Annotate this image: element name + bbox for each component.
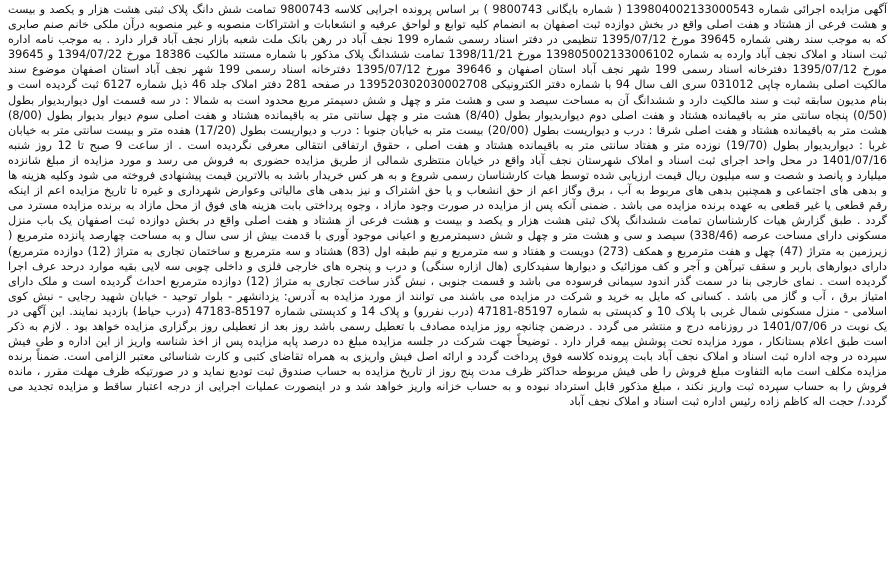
auction-notice-text: آگهی مزایده اجرائی شماره 139804002133000543 ( شماره بایگانی 9800743 ) بر اساس پرونده اجرایی کلاسه 9800743 تمامت شش دانگ پلاک ثبتی هشت هزار و یکصد و بیست و هشت فرعی از هشتاد و هفت اصلی واقع در بخش دوازده ثبت اصفهان به انضمام کلیه توابع و لواحق عرفیه و انشعابات و اشتراکات منصوبه و غیر منصوبه درآن ملکی خانم صنم صابری که به موجب سند رهنی شماره 39645 مورخ 1395/07/12 تنظیمی در دفتر اسناد رسمی شماره 199 نجف آباد در رهن بانک ملت شعبه بازار نجف آباد قرار دارد . به موجب نامه اداره ثبت اسناد و املاک نجف آباد وارده به شماره 139805002133006102 مورخ 1398/11/21 تمامت ششدانگ پلاک مذکور با شماره مستند مالکیت 18386 مورخ 1394/07/22 و 39645 مورخ 1395/07/12 دفترخانه اسناد رسمی 199 شهر نجف آباد استان اصفهان و 39646 مورخ 1395/07/12 دفترخانه اسناد رسمی 199 شهر نجف آباد استان اصفهان موضوع سند مالکیت اصلی بشماره چاپی 031012 سری الف سال 94 با شماره دفتر الکترونیکی 139520302030002708 در صفحه 281 دفتر املاک جلد 46 ذیل شماره 6127 ثبت گردیده است و بنام مدیون سابقه ثبت و سند مالکیت دارد و ششدانگ آن به مساحت سیصد و سی و هشت متر و چهل و شش دسیمتر مربع محدود است به شمالا : در سه قسمت اول دیواربدیوار بطول (0/50) پنجاه سانتی متر به باقیمانده هشتاد و هفت اصلی دوم دیواربدیوار بطول (8/40) هشت متر و چهل سانتی متر به باقیمانده هشتاد و هفت اصلی سوم دیوار بدیوار بطول (8/00) هشت متر به باقیمانده هشتاد و هفت اصلی شرقا : درب و دیواریست بطول (20/00) بیست متر به خیابان جنوبا : درب و دیواریست بطول (17/20) هفده متر و بیست سانتی متر به خیابان غربا : دیواربدیوار بطول (19/70) نوزده متر و هفتاد سانتی متر به باقیمانده هشتاد و هفت اصلی ، حقوق ارتفاقی انتقالی معرفی نگردیده است . از ساعت 9 صبح تا 12 روز شنبه 1401/07/16 در محل واحد اجرای ثبت اسناد و املاک شهرستان نجف آباد واقع در خیابان منتظری شمالی از طریق مزایده حضوری به فروش می رسد و مورد مزایده از مبلغ شانزده میلیارد و پانصد و شصت و سه میلیون ریال قیمت ارزیابی شده توسط هیات کارشناسان رسمی شروع و به هر کس خریدار باشد به بالاترین قیمت پیشنهادی فروخته می شود وکلیه هزینه ها و بدهی های اجتماعی و همچنین بدهی های مربوط به آب ، برق وگاز اعم از حق انشعاب و یا حق اشتراک و نیز بدهی های مالیاتی وعوارض شهرداری و غیره تا تاریخ مزایده اعم از اینکه رقم قطعی یا غیر قطعی به عهده برنده مزایده می باشد . ضمنی آنکه پس از مزایده در صورت وجود مازاد ، وجوه پرداختی بابت هزینه های فوق از محل مازاد به برنده مزایده مسترد می گردد . طبق گزارش هیات کارشناسان تمامت ششدانگ پلاک ثبتی هشت هزار و یکصد و بیست و هشت فرعی از هشتاد و هفت اصلی واقع در بخش دوازده ثبت اصفهان یک باب منزل مسکونی دارای مساحت عرصه (338/46) سیصد و سی و هشت متر و چهل و شش دسیمترمربع و اعیانی موجود آوری با قدمت بیش از سی سال و به مساحت چهارصد پانزده مترمربع ( زیرزمین به متراژ (47) چهل و هفت مترمربع و همکف (273) دویست و هفتاد و سه مترمربع و نیم طبقه اول (83) هشتاد و سه مترمربع و ساختمان تجاری به متراژ (12) دوازده مترمربع) دارای دیوارهای باربر و سقف تیرآهن و آجر و کف موزائیک و دیوارها سفیدکاری (هال ازاره سنگی) و درب و پنجره های خارجی فلزی و داخلی چوبی سه لایی بقیه موارد درحد عرف اجرا گردیده است . نمای خارجی بنا در سمت گذر اندود سیمانی فرسوده می باشد و قسمت جنوبی ، نبش گذر ساخت تجاری به متراژ (12) دوازده مترمربع احداث گردیده است و ملک دارای امتیاز برق ، آب و گاز می باشد . کسانی که مایل به خرید و شرکت در مزایده می باشند می توانند از مورد مزایده به آدرس: یزدانشهر - بلوار توحید - خیابان شهید رجایی - نبش کوی اسلامی - منزل مسکونی شمال غربی با پلاک 10 و کدپستی به شماره 85197-47181 (درب نفررو) و پلاک 14 و کدپستی شماره 85197-47183 (درب حیاط) بازدید نمایند. این آگهی در یک نوبت در 1401/07/06 در روزنامه درج و منتشر می گردد . درضمن چنانچه روز مزایده مصادف با تعطیل رسمی باشد روز بعد از تعطیلی روز برگزاری مزایده خواهد بود . لازم به ذکر است طبق اعلام بستانکار ، مورد مزایده تحت پوشش بیمه قرار دارد . توضیحاً جهت شرکت در جلسه مزایده مبلغ ده درصد پایه مزایده پس از اخذ شناسه واریز از این اداره و طی فیش سپرده در وجه اداره ثبت اسناد و املاک نجف آباد بابت پرونده کلاسه فوق پرداخت گردد و ارائه اصل فیش واریزی به همراه تقاضای کتبی و کارت شناسائی معتبر الزامی است. ضمناً برنده مزایده مکلف است مابه التفاوت مبلغ فروش را طی فیش مربوطه حداکثر ظرف مدت پنج روز از تاریخ مزایده به حساب صندوق ثبت تودیع نماید و در صورتیکه ظرف مهلت مقرر ، مانده فروش را به حساب سپرده ثبت واریز نکند ، مبلغ مذکور قابل استرداد نبوده و به حساب خزانه واریز خواهد شد و در اینصورت عملیات اجرایی از درجه اعتبار ساقط و مزایده تجدید می گردد./ حجت اله کاظم زاده رئیس اداره ثبت اسناد و املاک نجف آباد (8, 3, 888, 409)
